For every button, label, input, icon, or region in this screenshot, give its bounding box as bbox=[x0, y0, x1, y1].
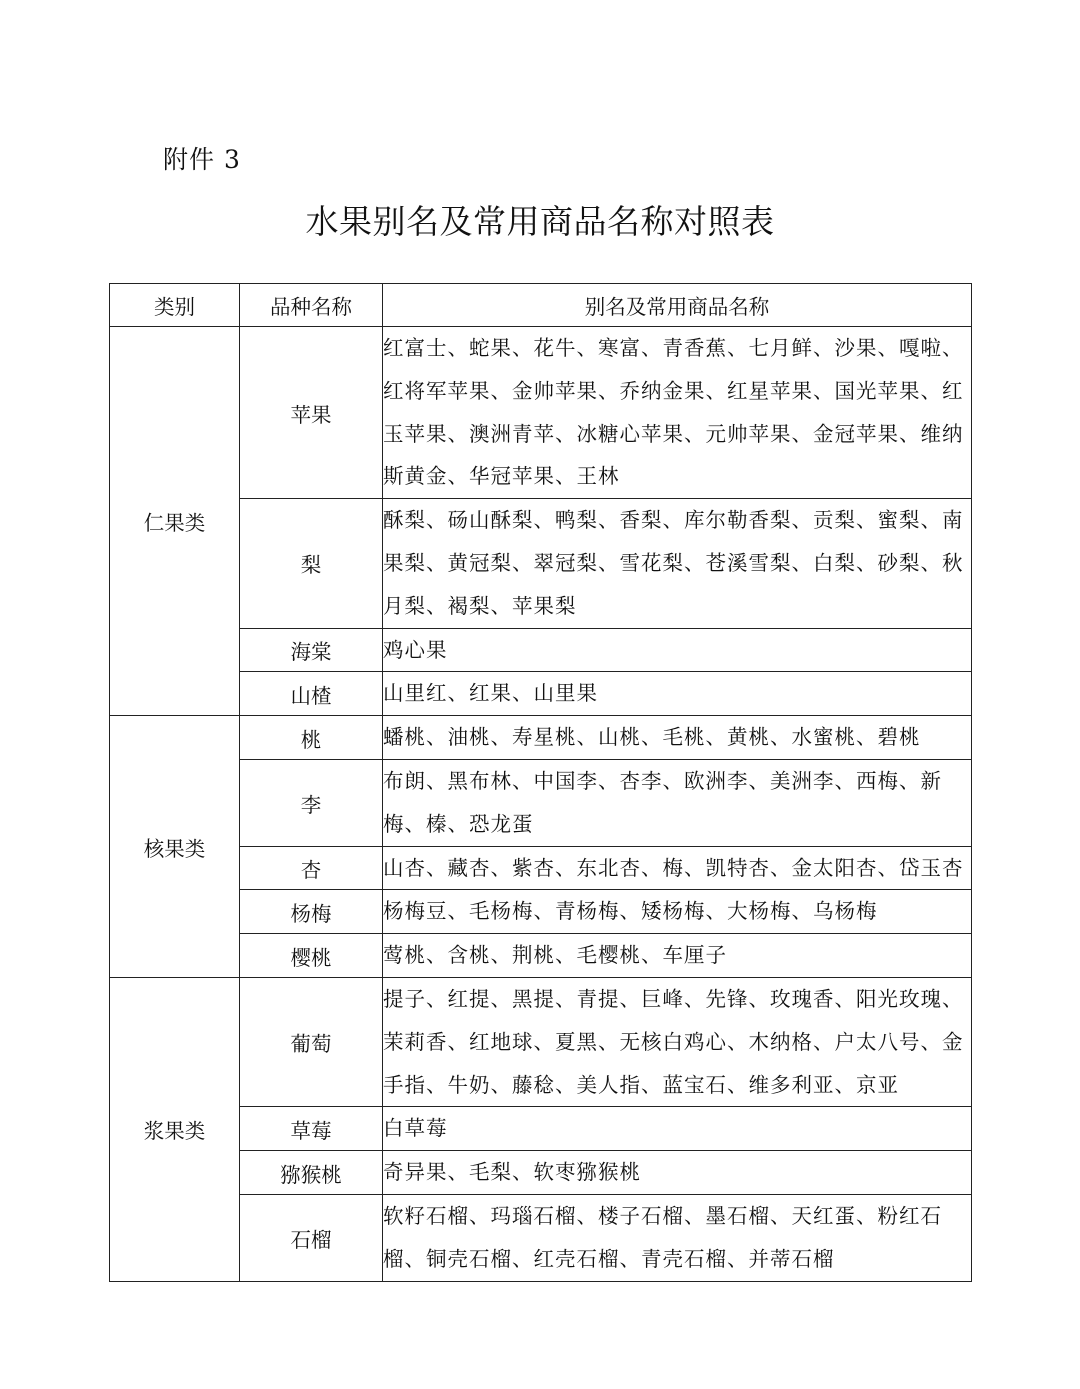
variety-cell: 猕猴桃 bbox=[240, 1151, 383, 1195]
aliases-cell: 山杏、藏杏、紫杏、东北杏、梅、凯特杏、金太阳杏、岱玉杏 bbox=[383, 846, 972, 890]
category-cell: 核果类 bbox=[110, 716, 240, 978]
table-row bbox=[110, 1194, 972, 1281]
table-row bbox=[110, 934, 972, 978]
variety-cell: 梨 bbox=[240, 499, 383, 628]
table-row bbox=[110, 1151, 972, 1195]
variety-cell: 草莓 bbox=[240, 1107, 383, 1151]
page-title: 水果别名及常用商品名称对照表 bbox=[305, 202, 775, 241]
table-row bbox=[110, 977, 972, 1106]
attachment-label: 附件 3 bbox=[163, 145, 241, 174]
header-aliases: 别名及常用商品名称 bbox=[383, 284, 972, 327]
variety-cell: 桃 bbox=[240, 716, 383, 760]
variety-cell: 石榴 bbox=[240, 1194, 383, 1281]
table-row bbox=[110, 327, 972, 499]
variety-cell: 杨梅 bbox=[240, 890, 383, 934]
table-row bbox=[110, 499, 972, 628]
aliases-cell: 提子、红提、黑提、青提、巨峰、先锋、玫瑰香、阳光玫瑰、茉莉香、红地球、夏黑、无核白鸡心、木纳格、户太八号、金手指、牛奶、藤稔、美人指、蓝宝石、维多利亚、京亚 bbox=[383, 977, 972, 1106]
table-row bbox=[110, 846, 972, 890]
aliases-cell: 鸡心果 bbox=[383, 628, 972, 672]
table-row bbox=[110, 1107, 972, 1151]
aliases-cell: 山里红、红果、山里果 bbox=[383, 672, 972, 716]
header-category: 类别 bbox=[110, 284, 240, 327]
fruit-alias-table bbox=[109, 283, 972, 1282]
variety-cell: 苹果 bbox=[240, 327, 383, 499]
table-row bbox=[110, 628, 972, 672]
table-header-row bbox=[110, 284, 972, 327]
header-variety: 品种名称 bbox=[240, 284, 383, 327]
variety-cell: 李 bbox=[240, 759, 383, 846]
table-row bbox=[110, 672, 972, 716]
category-cell: 仁果类 bbox=[110, 327, 240, 716]
aliases-cell: 白草莓 bbox=[383, 1107, 972, 1151]
aliases-cell: 布朗、黑布林、中国李、杏李、欧洲李、美洲李、西梅、新梅、榛、恐龙蛋 bbox=[383, 759, 972, 846]
table-row bbox=[110, 759, 972, 846]
variety-cell: 葡萄 bbox=[240, 977, 383, 1106]
aliases-cell: 蟠桃、油桃、寿星桃、山桃、毛桃、黄桃、水蜜桃、碧桃 bbox=[383, 716, 972, 760]
variety-cell: 海棠 bbox=[240, 628, 383, 672]
aliases-cell: 杨梅豆、毛杨梅、青杨梅、矮杨梅、大杨梅、乌杨梅 bbox=[383, 890, 972, 934]
variety-cell: 樱桃 bbox=[240, 934, 383, 978]
variety-cell: 杏 bbox=[240, 846, 383, 890]
aliases-cell: 奇异果、毛梨、软枣猕猴桃 bbox=[383, 1151, 972, 1195]
aliases-cell: 莺桃、含桃、荆桃、毛樱桃、车厘子 bbox=[383, 934, 972, 978]
aliases-cell: 红富士、蛇果、花牛、寒富、青香蕉、七月鲜、沙果、嘎啦、红将军苹果、金帅苹果、乔纳金果、红星苹果、国光苹果、红玉苹果、澳洲青苹、冰糖心苹果、元帅苹果、金冠苹果、维纳斯黄金、华冠苹果、王林 bbox=[383, 327, 972, 499]
table-row bbox=[110, 716, 972, 760]
category-cell: 浆果类 bbox=[110, 977, 240, 1281]
aliases-cell: 软籽石榴、玛瑙石榴、楼子石榴、墨石榴、天红蛋、粉红石榴、铜壳石榴、红壳石榴、青壳石榴、并蒂石榴 bbox=[383, 1194, 972, 1281]
aliases-cell: 酥梨、砀山酥梨、鸭梨、香梨、库尔勒香梨、贡梨、蜜梨、南果梨、黄冠梨、翠冠梨、雪花梨、苍溪雪梨、白梨、砂梨、秋月梨、褐梨、苹果梨 bbox=[383, 499, 972, 628]
table-row bbox=[110, 890, 972, 934]
variety-cell: 山楂 bbox=[240, 672, 383, 716]
